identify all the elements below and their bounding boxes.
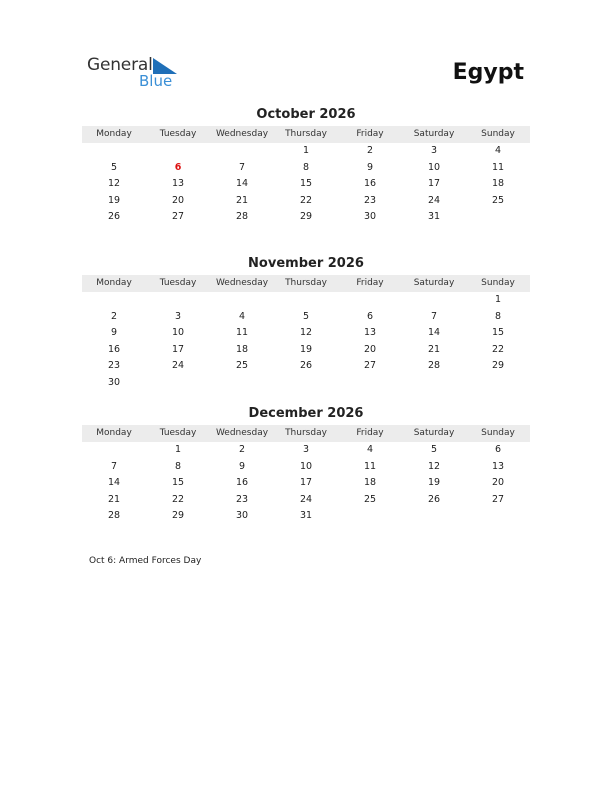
week-row: [82, 442, 530, 459]
day-cell: 5: [302, 310, 310, 322]
week-row: [82, 358, 530, 375]
day-cell: 3: [302, 444, 310, 455]
week-row: [82, 492, 530, 509]
day-cell: 7: [238, 161, 246, 173]
day-cell: 2: [366, 145, 374, 156]
empty-day-cell: [338, 292, 402, 309]
month-calendar: [82, 405, 530, 525]
day-cell: 21: [107, 493, 121, 505]
day-cell: 22: [299, 194, 313, 206]
day-cell: 26: [299, 360, 313, 371]
empty-day-cell: [274, 292, 338, 309]
day-cell: 21: [235, 194, 249, 206]
week-row: [82, 309, 530, 326]
day-cell: 10: [427, 161, 441, 173]
empty-day-cell: [146, 143, 210, 160]
day-cell: 23: [235, 493, 249, 505]
day-cell: 27: [171, 211, 185, 222]
day-cell: 23: [107, 360, 121, 371]
day-cell: 20: [363, 343, 377, 355]
day-cell: 14: [235, 178, 249, 189]
day-cell: 24: [171, 360, 185, 371]
day-cell: 31: [299, 510, 313, 521]
weekday-label: Tuesday: [159, 278, 197, 288]
empty-day-cell: [466, 508, 530, 525]
generalblue-logo: [87, 55, 187, 95]
day-cell: 6: [366, 310, 374, 322]
day-cell: 17: [171, 343, 185, 355]
weekday-header: [82, 425, 530, 442]
day-cell: 17: [427, 178, 441, 189]
day-cell: 16: [107, 343, 121, 355]
day-cell: 12: [107, 178, 121, 189]
weekday-label: Sunday: [481, 278, 515, 288]
day-cell: 26: [107, 211, 121, 222]
day-cell: 19: [427, 477, 441, 488]
day-cell: 22: [491, 343, 505, 355]
day-cell: 1: [174, 444, 182, 455]
day-cell: 12: [427, 460, 441, 472]
weekday-label: Tuesday: [159, 428, 197, 438]
weekday-label: Saturday: [413, 129, 455, 139]
empty-day-cell: [82, 442, 146, 459]
day-cell: 3: [174, 310, 182, 322]
month-title: October 2026: [256, 107, 356, 122]
day-cell: 15: [299, 178, 313, 189]
day-cell: 21: [427, 343, 441, 355]
day-cell: 9: [366, 161, 374, 173]
week-row: [82, 176, 530, 193]
day-cell: 16: [235, 477, 249, 488]
week-row: [82, 292, 530, 309]
day-cell: 15: [491, 327, 505, 338]
holiday-note: Oct 6: Armed Forces Day: [89, 556, 202, 566]
weekday-label: Sunday: [481, 428, 515, 438]
day-cell: 15: [171, 477, 185, 488]
empty-day-cell: [82, 292, 146, 309]
week-row: [82, 342, 530, 359]
weekday-label: Sunday: [481, 129, 515, 139]
day-cell: 8: [494, 310, 502, 322]
day-cell: 18: [491, 178, 505, 189]
day-cell: 8: [174, 460, 182, 472]
weekday-label: Monday: [96, 278, 132, 288]
weekday-label: Friday: [356, 428, 384, 438]
week-row: [82, 375, 530, 392]
empty-day-cell: [338, 508, 402, 525]
month-title: November 2026: [248, 256, 364, 271]
day-cell: 29: [171, 510, 185, 521]
day-cell: 19: [107, 194, 121, 206]
day-cell: 11: [235, 327, 249, 338]
weekday-header: [82, 126, 530, 143]
weekday-label: Friday: [356, 129, 384, 139]
holiday-day-cell: 6: [174, 161, 182, 173]
day-cell: 6: [494, 444, 502, 455]
logo-text-blue: Blue: [139, 72, 173, 90]
week-row: [82, 193, 530, 210]
day-cell: 20: [171, 194, 185, 206]
day-cell: 10: [299, 460, 313, 472]
day-cell: 12: [299, 327, 313, 338]
empty-day-cell: [146, 292, 210, 309]
empty-day-cell: [402, 292, 466, 309]
day-cell: 30: [235, 510, 249, 521]
country-name: Egypt: [452, 60, 524, 85]
day-cell: 2: [238, 444, 246, 455]
empty-day-cell: [210, 143, 274, 160]
day-cell: 4: [238, 310, 246, 322]
day-cell: 9: [238, 460, 246, 472]
day-cell: 19: [299, 343, 313, 355]
empty-day-cell: [402, 375, 466, 392]
day-cell: 16: [363, 178, 377, 189]
empty-day-cell: [146, 375, 210, 392]
day-cell: 5: [110, 161, 118, 173]
empty-day-cell: [210, 375, 274, 392]
weekday-label: Thursday: [285, 278, 327, 288]
day-cell: 24: [299, 493, 313, 505]
day-cell: 31: [427, 211, 441, 222]
weekday-header: [82, 275, 530, 292]
weekday-label: Thursday: [285, 428, 327, 438]
weekday-label: Wednesday: [215, 129, 269, 139]
day-cell: 18: [235, 343, 249, 355]
empty-day-cell: [274, 375, 338, 392]
week-row: [82, 143, 530, 160]
day-cell: 17: [299, 477, 313, 488]
day-cell: 9: [110, 327, 118, 338]
week-row: [82, 475, 530, 492]
empty-day-cell: [402, 508, 466, 525]
day-cell: 30: [107, 376, 121, 388]
day-cell: 28: [427, 360, 441, 371]
day-cell: 30: [363, 211, 377, 222]
day-cell: 13: [171, 178, 185, 189]
day-cell: 1: [494, 294, 502, 305]
day-cell: 28: [235, 211, 249, 222]
month-calendar: [82, 106, 530, 226]
day-cell: 13: [491, 460, 505, 472]
day-cell: 10: [171, 327, 185, 338]
day-cell: 4: [494, 145, 502, 156]
day-cell: 2: [110, 310, 118, 322]
day-cell: 5: [430, 444, 438, 455]
day-cell: 22: [171, 493, 185, 505]
empty-day-cell: [466, 209, 530, 226]
weekday-label: Thursday: [285, 129, 327, 139]
weekday-label: Friday: [356, 278, 384, 288]
day-cell: 11: [491, 161, 505, 173]
day-cell: 7: [430, 310, 438, 322]
day-cell: 27: [363, 360, 377, 371]
day-cell: 24: [427, 194, 441, 206]
day-cell: 23: [363, 194, 377, 206]
day-cell: 20: [491, 477, 505, 488]
week-row: [82, 325, 530, 342]
day-cell: 25: [491, 194, 505, 206]
weekday-label: Tuesday: [159, 129, 197, 139]
day-cell: 8: [302, 161, 310, 173]
empty-day-cell: [82, 143, 146, 160]
day-cell: 3: [430, 145, 438, 156]
day-cell: 25: [363, 493, 377, 505]
week-row: [82, 459, 530, 476]
empty-day-cell: [338, 375, 402, 392]
day-cell: 13: [363, 327, 377, 338]
day-cell: 29: [299, 211, 313, 222]
month-calendar: [82, 255, 530, 391]
day-cell: 11: [363, 460, 377, 472]
empty-day-cell: [210, 292, 274, 309]
empty-day-cell: [466, 375, 530, 392]
day-cell: 28: [107, 510, 121, 521]
weekday-label: Monday: [96, 428, 132, 438]
day-cell: 14: [107, 477, 121, 488]
week-row: [82, 508, 530, 525]
day-cell: 29: [491, 360, 505, 371]
logo-text-general: General: [87, 55, 153, 75]
week-row: [82, 209, 530, 226]
weekday-label: Saturday: [413, 428, 455, 438]
day-cell: 14: [427, 327, 441, 338]
day-cell: 26: [427, 493, 441, 505]
day-cell: 18: [363, 477, 377, 488]
day-cell: 1: [302, 145, 310, 156]
day-cell: 27: [491, 493, 505, 505]
week-row: [82, 160, 530, 177]
weekday-label: Saturday: [413, 278, 455, 288]
day-cell: 4: [366, 444, 374, 455]
weekday-label: Wednesday: [215, 278, 269, 288]
weekday-label: Monday: [96, 129, 132, 139]
month-title: December 2026: [248, 406, 364, 421]
day-cell: 25: [235, 360, 249, 371]
weekday-label: Wednesday: [215, 428, 269, 438]
day-cell: 7: [110, 460, 118, 472]
